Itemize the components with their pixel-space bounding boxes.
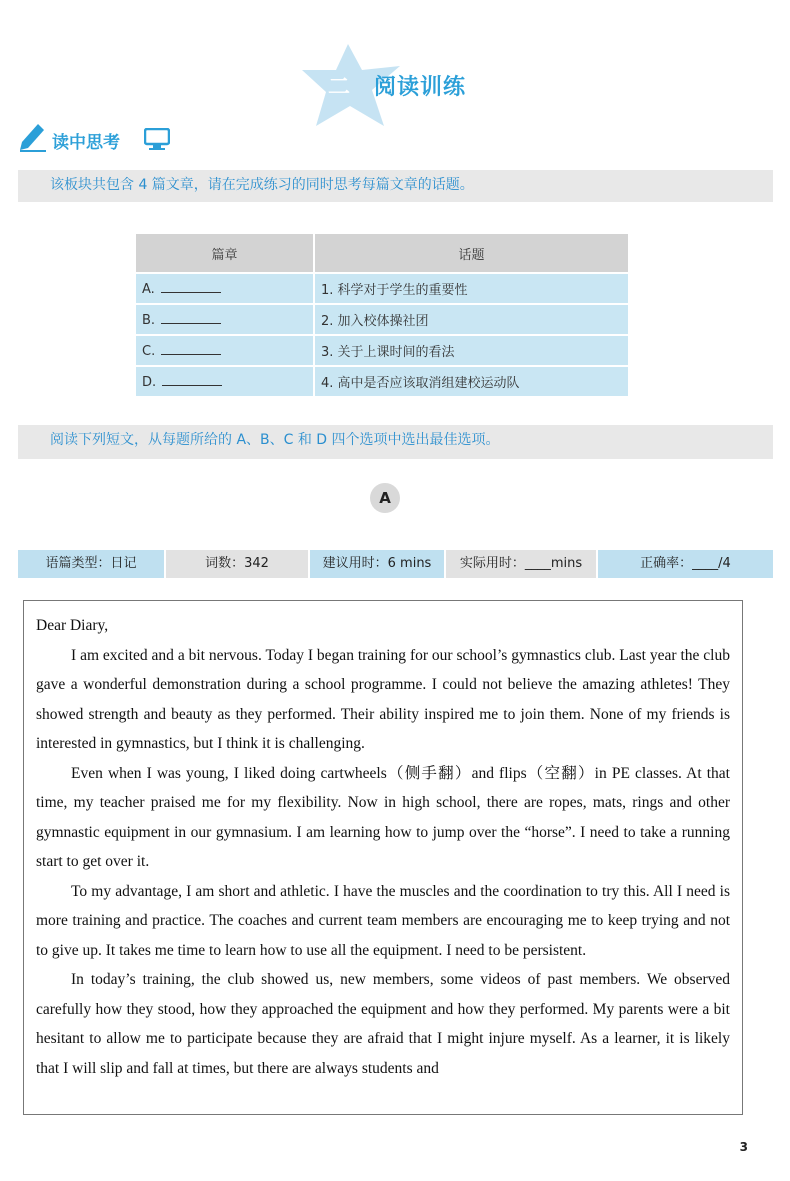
pencil-icon: [18, 120, 48, 152]
passage-label: A: [370, 483, 400, 513]
passage-cell[interactable]: A.: [135, 273, 314, 304]
answer-blank[interactable]: [161, 311, 221, 324]
accuracy-cell[interactable]: 正确率：____/4: [598, 550, 773, 578]
answer-blank[interactable]: [161, 280, 221, 293]
monitor-icon: [144, 128, 170, 150]
passage-cell[interactable]: D.: [135, 366, 314, 397]
passage-box: [23, 600, 743, 1115]
passage-cell[interactable]: B.: [135, 304, 314, 335]
passage-cell[interactable]: C.: [135, 335, 314, 366]
table-row: [135, 273, 629, 304]
section-header: [300, 40, 500, 130]
actual-time-cell[interactable]: 实际用时：____mins: [446, 550, 596, 578]
paragraph: In today’s training, the club showed us, new members, some videos of past members. We observed carefully how they stood, how they approached the equipment and how they performed. My parents were a bit hesitant to allow me to participate because they are afraid that I might injure myself. As a learner, it is likely that I will slip and fall at times, but there are always students and: [36, 971, 730, 1077]
table-header-row: [135, 233, 629, 273]
instruction-band-2: 阅读下列短文，从每题所给的 A、B、C 和 D 四个选项中选出最佳选项。: [18, 425, 773, 459]
subheading: [18, 118, 198, 158]
topic-cell: 4. 高中是否应该取消组建校运动队: [314, 366, 629, 397]
topics-table: [134, 232, 630, 398]
answer-blank[interactable]: [161, 342, 221, 355]
column-header-passage: 篇章: [135, 233, 314, 273]
paragraph: To my advantage, I am short and athletic. I have the muscles and the coordination to try this. All I need is more training and practice. The coaches and current team members are encouraging me to keep trying and not to give up. It takes me time to learn how to use all the equipment. I need to be persistent.: [36, 882, 730, 959]
topic-cell: 3. 关于上课时间的看法: [314, 335, 629, 366]
suggested-time-cell: 建议用时：6 mins: [310, 550, 444, 578]
table-row: [135, 366, 629, 397]
paragraph: Even when I was young, I liked doing cartwheels（侧手翻）and flips（空翻）in PE classes. At that time, my teacher praised me for my flexibility. Now in high school, there are ropes, mats, rings and other gymnastic equipment in our gymnasium. I am learning how to jump over the “horse”. I need to take a running start to get over it.: [36, 764, 730, 870]
section-number: 二: [328, 75, 351, 100]
subheading-label: 读中思考: [52, 133, 120, 153]
table-row: [135, 304, 629, 335]
section-title: 阅读训练: [374, 75, 467, 100]
page-number: 3: [739, 1140, 748, 1154]
column-header-topic: 话题: [314, 233, 629, 273]
salutation: Dear Diary,: [36, 617, 109, 634]
paragraph: I am excited and a bit nervous. Today I began training for our school’s gymnastics club. Last year the club gave a wonderful demonstration during a school programme. I could not believe the amazing athletes! They showed strength and beauty as they performed. Their ability inspired me to join them. None of my friends is interested in gymnastics, but I think it is challenging.: [36, 646, 730, 752]
answer-blank[interactable]: [162, 373, 222, 386]
word-count-cell: 词数：342: [166, 550, 308, 578]
topic-cell: 1. 科学对于学生的重要性: [314, 273, 629, 304]
instruction-band: 该板块共包含 4 篇文章，请在完成练习的同时思考每篇文章的话题。: [18, 170, 773, 202]
info-bar: [18, 550, 773, 578]
topic-cell: 2. 加入校体操社团: [314, 304, 629, 335]
table-row: [135, 335, 629, 366]
genre-cell: 语篇类型：日记: [18, 550, 164, 578]
